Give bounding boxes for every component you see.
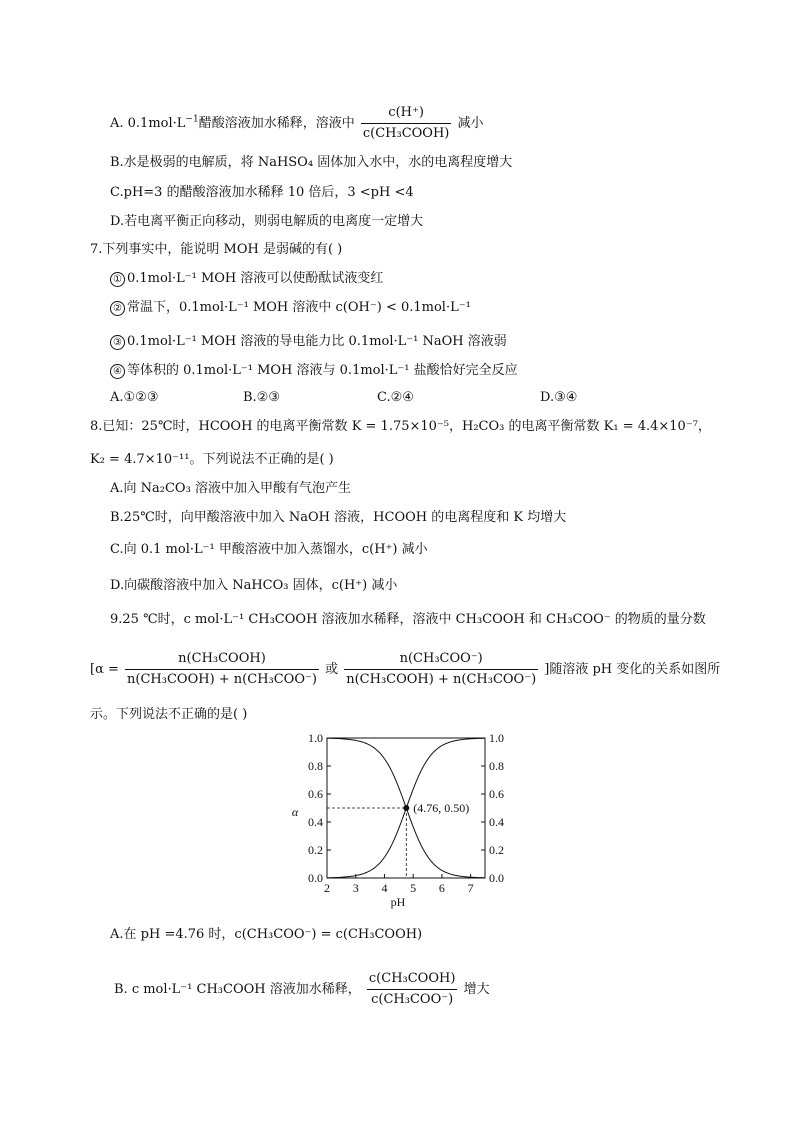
alpha-ph-chart (285, 728, 525, 913)
q9-b-prefix: B. c mol·L⁻¹ CH₃COOH 溶液加水稀释， (114, 982, 361, 997)
intersection-point (403, 805, 409, 811)
q9-b-denominator: c(CH₃COO⁻) (367, 989, 458, 1009)
q6-option-a: A. $0.1mol\cdot L^{-1}$醋酸溶液加水稀释，溶液中 $\frac{c(H^+)}{\text{c(CH₃COOH)}}$ 减小 (110, 105, 484, 141)
q8-option-c: C.向 0.1 mol·L⁻¹ 甲酸溶液中加入蒸馏水，c(H⁺) 减小 (110, 542, 428, 557)
q9-option-b (114, 970, 490, 1009)
x-tick-label: 2 (324, 881, 330, 895)
q6-a-fraction (361, 104, 452, 143)
y-tick-label-right: 0.0 (489, 871, 504, 885)
q8-option-d: D.向碳酸溶液中加入 NaHCO₃ 固体，c(H⁺) 减小 (110, 578, 398, 593)
q7-number-2: ② (110, 301, 125, 316)
x-tick-label: 5 (410, 881, 417, 895)
chart-marks (327, 801, 469, 878)
q7-statement-3 (110, 333, 507, 351)
y-tick-label-left: 0.6 (308, 787, 323, 801)
y-tick-label-right: 1.0 (489, 731, 504, 745)
y-tick-label-left: 1.0 (308, 731, 323, 745)
q9-fraction-2 (344, 650, 538, 689)
q9-stem-line-1: 9.25 ℃时，c mol·L⁻¹ CH₃COOH 溶液加水稀释，溶液中 CH₃COOH 和 CH₃COO⁻ 的物质的量分数 (110, 612, 706, 627)
q6-a-numerator: c(H⁺) (388, 105, 424, 120)
x-tick-label: 7 (467, 881, 474, 895)
y-tick-label-left: 0.8 (308, 759, 323, 773)
q9-option-a: A.在 pH =4.76 时，c(CH₃COO⁻) = c(CH₃COOH) (110, 927, 423, 942)
y-tick-label-right: 0.2 (489, 843, 504, 857)
q9-alpha-suffix: ]随溶液 pH 变化的关系如图所 (544, 662, 721, 677)
chart-axes (292, 731, 504, 909)
q7-statement-2 (110, 299, 471, 317)
y-tick-label-right: 0.6 (489, 787, 504, 801)
x-tick-label: 4 (381, 881, 388, 895)
q7-option-c: C.②④ (377, 390, 414, 405)
q9-fraction-2-numerator: n(CH₃COO⁻) (399, 651, 483, 666)
y-tick-label-left: 0.2 (308, 843, 323, 857)
y-axis-label: α (291, 805, 299, 819)
q9-alpha-prefix: [α = (90, 662, 119, 677)
q9-or: 或 (325, 662, 339, 677)
q9-fraction-1-denominator: n(CH₃COOH) + n(CH₃COO⁻) (125, 669, 319, 689)
q9-fraction-1-numerator: n(CH₃COOH) (178, 651, 266, 666)
q9-alpha-definition (90, 650, 720, 689)
q9-b-numerator: c(CH₃COOH) (368, 971, 456, 986)
q8-option-b: B.25℃时，向甲酸溶液中加入 NaOH 溶液，HCOOH 的电离程度和 K 均增大 (110, 510, 567, 525)
q8-stem-line-1: 8.已知：25℃时，HCOOH 的电离平衡常数 K = 1.75×10⁻⁵，H₂CO₃ 的电离平衡常数 K₁ = 4.4×10⁻⁷， (90, 419, 711, 434)
q7-statement-4-text: 等体积的 0.1mol·L⁻¹ MOH 溶液与 0.1mol·L⁻¹ 盐酸恰好完全反应 (127, 363, 518, 378)
q7-statement-2-text: 常温下，0.1mol·L⁻¹ MOH 溶液中 c(OH⁻) < 0.1mol·L⁻¹ (127, 300, 471, 315)
q6-option-c: C.pH=3 的醋酸溶液加水稀释 10 倍后，3 <pH <4 (110, 185, 414, 200)
q7-number-4: ④ (110, 364, 125, 379)
q7-number-1: ① (110, 272, 125, 287)
q9-stem-line-3: 示。下列说法不正确的是( ) (90, 707, 248, 722)
q9-fraction-2-denominator: n(CH₃COOH) + n(CH₃COO⁻) (344, 669, 538, 689)
y-tick-label-right: 0.8 (489, 759, 504, 773)
q7-option-a: A.①②③ (110, 390, 159, 405)
q9-fraction-1 (125, 650, 319, 689)
q7-statement-1-text: 0.1mol·L⁻¹ MOH 溶液可以使酚酞试液变红 (127, 271, 384, 286)
q7-statement-4 (110, 362, 518, 380)
y-tick-label-left: 0.4 (308, 815, 323, 829)
x-axis-label: pH (390, 895, 406, 909)
q7-option-b: B.②③ (243, 390, 280, 405)
q6-a-suffix: 减小 (457, 116, 484, 131)
q9-b-fraction (367, 970, 458, 1009)
y-tick-label-left: 0.0 (308, 871, 323, 885)
q6-option-d: D.若电离平衡正向移动，则弱电解质的电离度一定增大 (110, 214, 424, 229)
q7-option-d: D.③④ (540, 390, 578, 405)
q6-a-prefix: A. 0.1mol·L (110, 116, 186, 131)
q6-a-denominator: c(CH₃COOH) (361, 123, 452, 143)
q7-statement-1 (110, 270, 383, 288)
q9-b-suffix: 增大 (463, 982, 490, 997)
y-tick-label-right: 0.4 (489, 815, 504, 829)
q6-option-b: B.水是极弱的电解质，将 NaHSO₄ 固体加入水中，水的电离程度增大 (110, 155, 513, 170)
q7-stem: 7.下列事实中，能说明 MOH 是弱碱的有( ) (90, 242, 343, 257)
q6-a-middle: 醋酸溶液加水稀释，溶液中 (198, 116, 355, 131)
x-tick-label: 3 (352, 881, 359, 895)
intersection-label: (4.76, 0.50) (413, 801, 470, 815)
x-tick-label: 6 (438, 881, 445, 895)
q7-number-3: ③ (110, 335, 125, 350)
q8-option-a: A.向 Na₂CO₃ 溶液中加入甲酸有气泡产生 (110, 481, 351, 496)
q8-stem-line-2: K₂ = 4.7×10⁻¹¹。下列说法不正确的是( ) (90, 452, 334, 467)
q7-statement-3-text: 0.1mol·L⁻¹ MOH 溶液的导电能力比 0.1mol·L⁻¹ NaOH 溶液弱 (127, 334, 507, 349)
